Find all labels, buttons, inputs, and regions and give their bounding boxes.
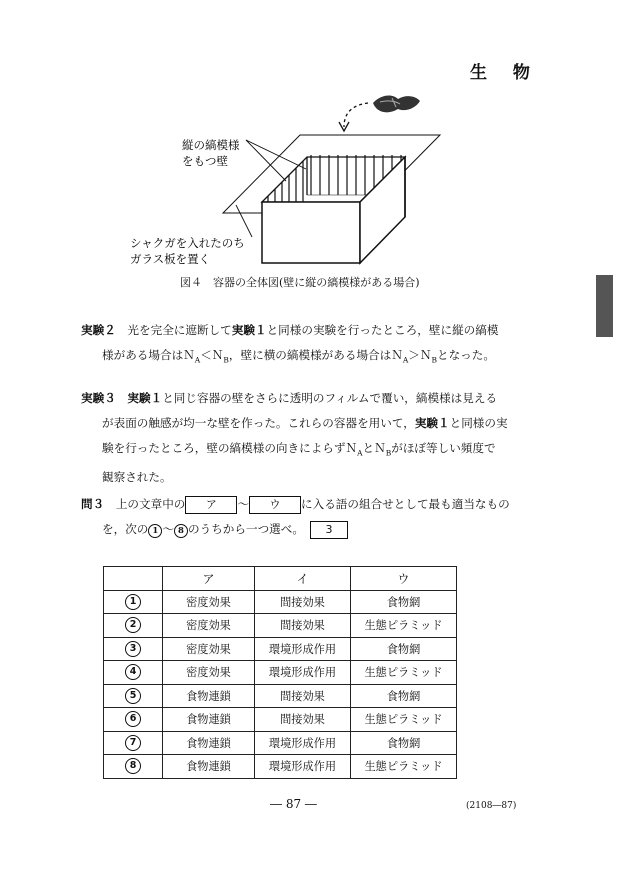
- choice-number: 4: [125, 664, 141, 680]
- table-cell: 食物網: [351, 590, 457, 614]
- text: 実験１: [127, 391, 163, 405]
- text: と同様の実験を行ったところ，壁に縦の縞模: [266, 323, 499, 337]
- text: と同様の実: [449, 416, 508, 430]
- text: ～: [162, 522, 174, 536]
- choice-number: 5: [125, 688, 141, 704]
- text: を，次の: [102, 522, 149, 536]
- table-cell: 密度効果: [163, 661, 255, 685]
- table-row[interactable]: [104, 708, 457, 732]
- choice-number: 2: [125, 617, 141, 633]
- blank-box-start: ア: [185, 496, 237, 514]
- choices-table: [103, 566, 457, 779]
- glass-label-1: シャクガを入れたのち: [130, 236, 245, 250]
- choice-number: 1: [148, 524, 162, 538]
- table-row[interactable]: [104, 755, 457, 779]
- table-cell: 食物連鎖: [163, 684, 255, 708]
- text: のうちから一つ選べ。: [188, 522, 304, 536]
- table-cell: 生態ピラミッド: [351, 755, 457, 779]
- choice-number: 6: [125, 711, 141, 727]
- table-cell: 食物連鎖: [163, 755, 255, 779]
- moth-icon: [373, 96, 420, 113]
- table-cell: 生態ピラミッド: [351, 614, 457, 638]
- text: 様がある場合はＮ: [102, 348, 195, 362]
- table-cell: 食物網: [351, 731, 457, 755]
- choice-number: 7: [125, 735, 141, 751]
- sub: A: [357, 448, 363, 458]
- text: と同じ容器の壁をさらに透明のフィルムで覆い，縞模様は見える: [162, 391, 498, 405]
- table-cell: 食物網: [351, 637, 457, 661]
- text: 実験１: [231, 323, 267, 337]
- table-header: イ: [255, 567, 351, 591]
- table-cell: 間接効果: [255, 708, 351, 732]
- text: に入る語の組合せとして最も適当なもの: [301, 497, 510, 511]
- table-cell: 生態ピラミッド: [351, 661, 457, 685]
- question-3: [81, 492, 551, 542]
- choice-number: 1: [125, 594, 141, 610]
- text: ，壁に横の縞模様がある場合はＮ: [228, 348, 403, 362]
- table-cell: 生態ピラミッド: [351, 708, 457, 732]
- text: 験を行ったところ，壁の縞模様の向きによらずＮ: [102, 441, 358, 455]
- table-cell: 密度効果: [163, 637, 255, 661]
- subject-header: 生 物: [470, 63, 540, 83]
- table-row[interactable]: [104, 684, 457, 708]
- sub: A: [402, 355, 409, 365]
- table-row[interactable]: [104, 661, 457, 685]
- choice-number: 8: [125, 758, 141, 774]
- table-header-row: [104, 567, 457, 591]
- table-cell: 環境形成作用: [255, 755, 351, 779]
- table-row[interactable]: [104, 637, 457, 661]
- table-header: ア: [163, 567, 255, 591]
- question-3-label: 問３: [81, 497, 105, 511]
- experiment-2-label: 実験２: [81, 323, 116, 337]
- sub: A: [194, 355, 201, 365]
- text: とＮ: [362, 441, 386, 455]
- table-cell: 食物網: [351, 684, 457, 708]
- page-number: ― 87 ―: [270, 797, 317, 811]
- sub: B: [223, 355, 229, 365]
- table-row[interactable]: [104, 731, 457, 755]
- table-cell: 環境形成作用: [255, 637, 351, 661]
- sub: B: [431, 355, 437, 365]
- figure-caption: 図４ 容器の全体図(壁に縦の縞模様がある場合): [180, 276, 420, 289]
- container-figure: [130, 85, 460, 270]
- choice-number: 8: [174, 524, 188, 538]
- experiment-2: [81, 318, 541, 372]
- text: 光を完全に遮断して: [127, 323, 232, 337]
- choice-number: 3: [125, 641, 141, 657]
- table-cell: 密度効果: [163, 590, 255, 614]
- answer-box[interactable]: 3: [310, 521, 348, 539]
- text: 実験１: [414, 416, 450, 430]
- table-row[interactable]: [104, 590, 457, 614]
- table-header: [104, 567, 163, 591]
- wall-label-1: 縦の縞模様: [182, 138, 240, 152]
- glass-label-2: ガラス板を置く: [130, 252, 211, 266]
- text: ～: [237, 497, 249, 511]
- table-cell: 密度効果: [163, 614, 255, 638]
- table-cell: 環境形成作用: [255, 661, 351, 685]
- table-cell: 間接効果: [255, 590, 351, 614]
- table-cell: 食物連鎖: [163, 731, 255, 755]
- text: ＞Ｎ: [408, 348, 432, 362]
- experiment-3: [81, 386, 541, 490]
- table-cell: 間接効果: [255, 614, 351, 638]
- table-cell: 食物連鎖: [163, 708, 255, 732]
- experiment-3-label: 実験３: [81, 391, 116, 405]
- text: 観察された。: [102, 470, 172, 485]
- wall-label-2: をもつ壁: [182, 154, 228, 168]
- table-cell: 間接効果: [255, 684, 351, 708]
- table-row[interactable]: [104, 614, 457, 638]
- text: が表面の触感が均一な壁を作った。これらの容器を用いて，: [102, 416, 415, 430]
- text: となった。: [436, 348, 495, 362]
- blank-box-end: ウ: [249, 496, 301, 514]
- table-header: ウ: [351, 567, 457, 591]
- section-tab: [596, 275, 613, 337]
- text: 上の文章中の: [115, 497, 186, 511]
- container-box: [262, 202, 360, 263]
- sub: B: [385, 448, 392, 458]
- text: がほぼ等しい頻度で: [391, 441, 496, 455]
- text: ＜Ｎ: [200, 348, 224, 362]
- page-code: (2108―87): [466, 801, 517, 811]
- table-cell: 環境形成作用: [255, 731, 351, 755]
